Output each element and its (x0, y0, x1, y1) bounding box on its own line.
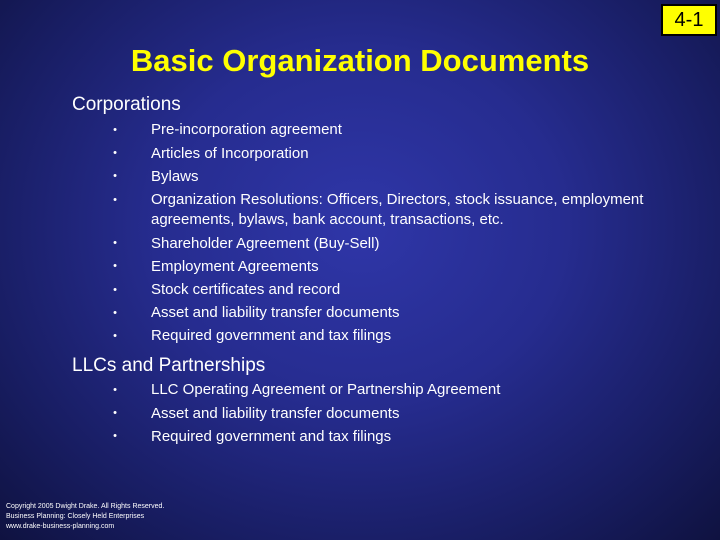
list-item (100, 325, 671, 348)
list-item-text: Shareholder Agreement (Buy-Sell) (151, 234, 380, 252)
footer-book-title: Business Planning: Closely Held Enterprises (6, 513, 145, 520)
list-item (100, 402, 671, 425)
bullet-icon: • (113, 330, 117, 342)
slide-number-badge: 4-1 (661, 4, 717, 36)
list-item-text: Required government and tax filings (151, 327, 392, 345)
footer-website: www.drake-business-planning.com (6, 523, 115, 530)
bullet-icon: • (113, 430, 117, 443)
footer-copyright: Copyright 2005 Dwight Drake. All Rights Reserved. (6, 503, 165, 510)
list-item (100, 119, 671, 142)
bullet-icon: • (113, 384, 117, 396)
list-item (100, 302, 671, 325)
list-item-text: Asset and liability transfer documents (151, 404, 400, 422)
list-item-text: Employment Agreements (151, 257, 319, 275)
list-item-text: Pre-incorporation agreement (151, 121, 342, 139)
list-item (100, 232, 671, 255)
bullet-icon: • (113, 170, 117, 183)
copyright-footer (6, 502, 164, 532)
section-heading-corporations: Corporations (72, 94, 181, 115)
bullet-icon: • (113, 407, 117, 420)
bullet-icon: • (113, 306, 117, 319)
list-item-text: Asset and liability transfer documents (151, 304, 400, 322)
list-item-text: Required government and tax filings (151, 427, 392, 445)
list-item (100, 165, 671, 188)
list-item-text: Articles of Incorporation (151, 144, 309, 162)
corporations-list (100, 119, 671, 348)
bullet-icon: • (113, 283, 117, 296)
list-item (100, 279, 671, 302)
bullet-icon: • (113, 147, 117, 160)
list-item-text: LLC Operating Agreement or Partnership Agreement (151, 381, 501, 399)
bullet-icon: • (113, 237, 117, 250)
slide-title: Basic Organization Documents (130, 43, 590, 78)
list-item (100, 425, 671, 448)
section-heading-llcs: LLCs and Partnerships (72, 355, 266, 376)
list-item-text: Stock certificates and record (151, 280, 341, 298)
list-item (100, 189, 671, 233)
bullet-icon: • (113, 260, 117, 273)
llcs-list (100, 379, 671, 449)
list-item (100, 379, 671, 402)
list-item-text: Bylaws (151, 167, 199, 185)
bullet-icon: • (113, 124, 117, 136)
list-item (100, 255, 671, 278)
list-item-text: Organization Resolutions: Officers, Directors, stock issuance, employment agreements, bylaws, bank account, transactions, etc. (151, 190, 644, 229)
bullet-icon: • (113, 193, 117, 206)
list-item (100, 142, 671, 165)
